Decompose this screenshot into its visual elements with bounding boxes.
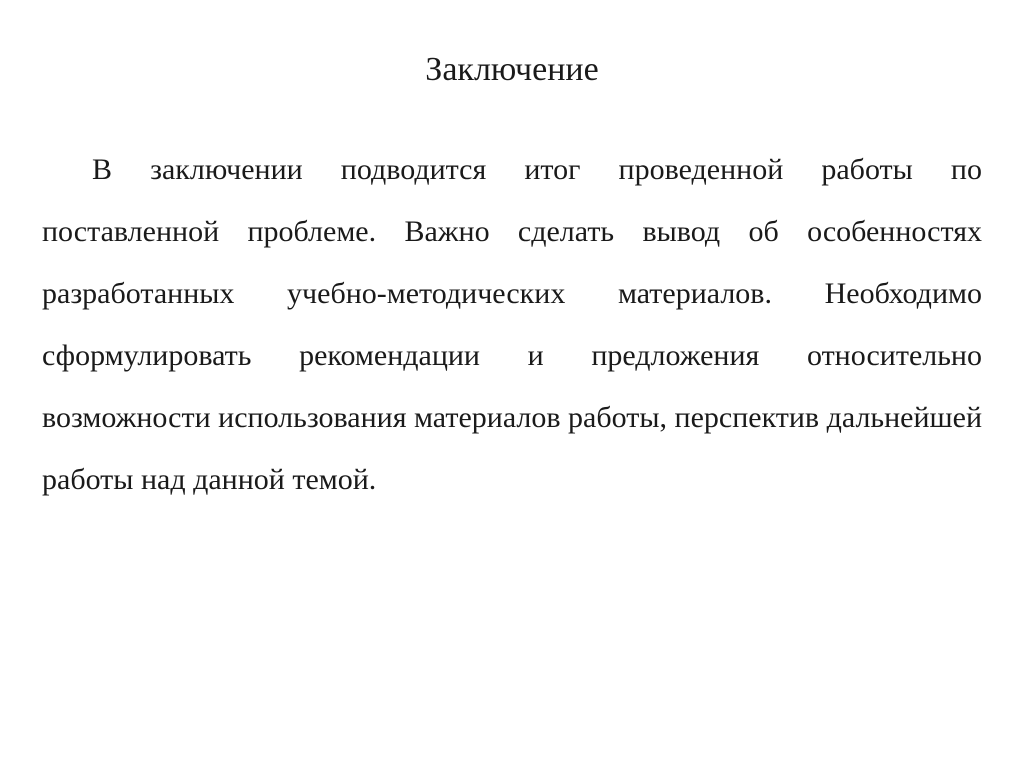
slide-paragraph: В заключении подводится итог проведенной работы по поставленной проблеме. Важно сделать вывод об особенностях разработанных учебно-методических материалов. Необходимо сформулировать рекомендации и предложения относительно возможности использования материалов работы, перспектив дальнейшей работы над данной темой. [42,153,982,496]
slide-title: Заключение [425,51,599,88]
